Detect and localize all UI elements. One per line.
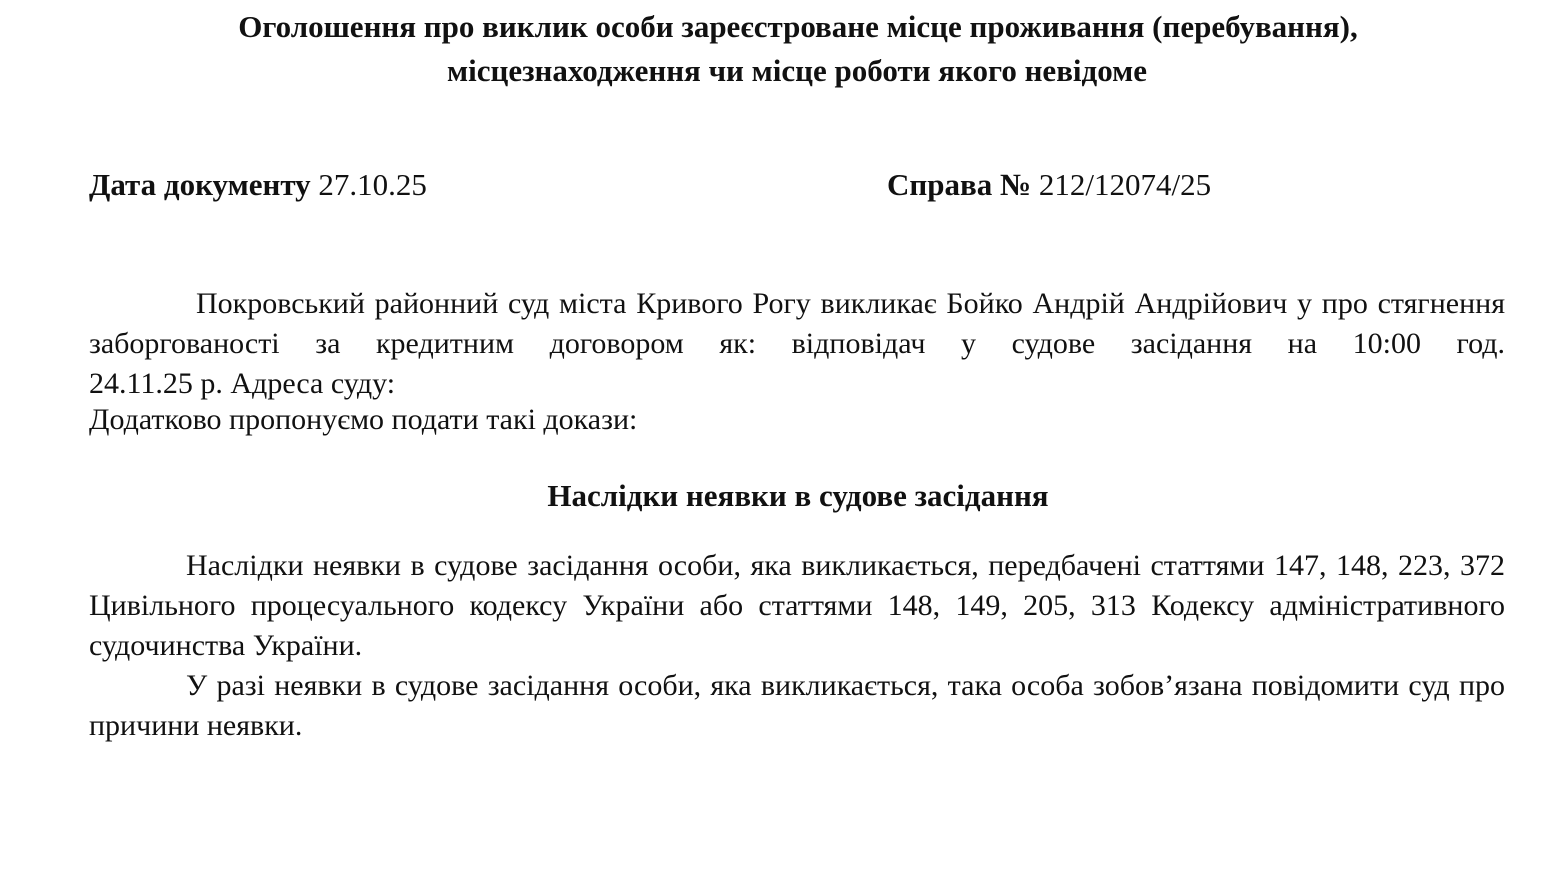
case-number-label: Справа №: [887, 167, 1032, 202]
summons-text-line-2: 24.11.25 р. Адреса суду:: [89, 367, 396, 400]
summons-paragraph: [89, 284, 1505, 404]
document-date: [89, 166, 427, 204]
obligation-text: У разі неявки в судове засідання особи, яка викликається, така особа зобов’язана повідомити суд про причини неявки.: [89, 669, 1505, 742]
document-date-value: 27.10.25: [318, 167, 427, 202]
consequences-text: Наслідки неявки в судове засідання особи, яка викликається, передбачені статтями 147, 148, 223, 372 Цивільного процесуального кодексу України або статтями 148, 149, 205, 313 Кодексу адміністративного судочинства України.: [89, 549, 1505, 662]
case-number: [887, 166, 1211, 204]
summons-text-line-1: Покровський районний суд міста Кривого Рогу викликає Бойко Андрій Андрійович у про стягнення заборгованості за кредитним договором як: відповідач у судове засідання на 10:00 год.: [89, 287, 1505, 360]
consequences-paragraph: [89, 546, 1505, 666]
document-date-label: Дата документу: [89, 167, 311, 202]
obligation-paragraph: [89, 666, 1505, 746]
section-heading: Наслідки неявки в судове засідання: [547, 478, 1049, 513]
evidence-paragraph: Додатково пропонуємо подати такі докази:: [89, 403, 638, 436]
document-title-line-2: місцезнаходження чи місце роботи якого невідоме: [446, 53, 1148, 88]
case-number-value: 212/12074/25: [1038, 167, 1212, 202]
document-title-line-1: Оголошення про виклик особи зареєстроване місце проживання (перебування),: [238, 9, 1358, 44]
